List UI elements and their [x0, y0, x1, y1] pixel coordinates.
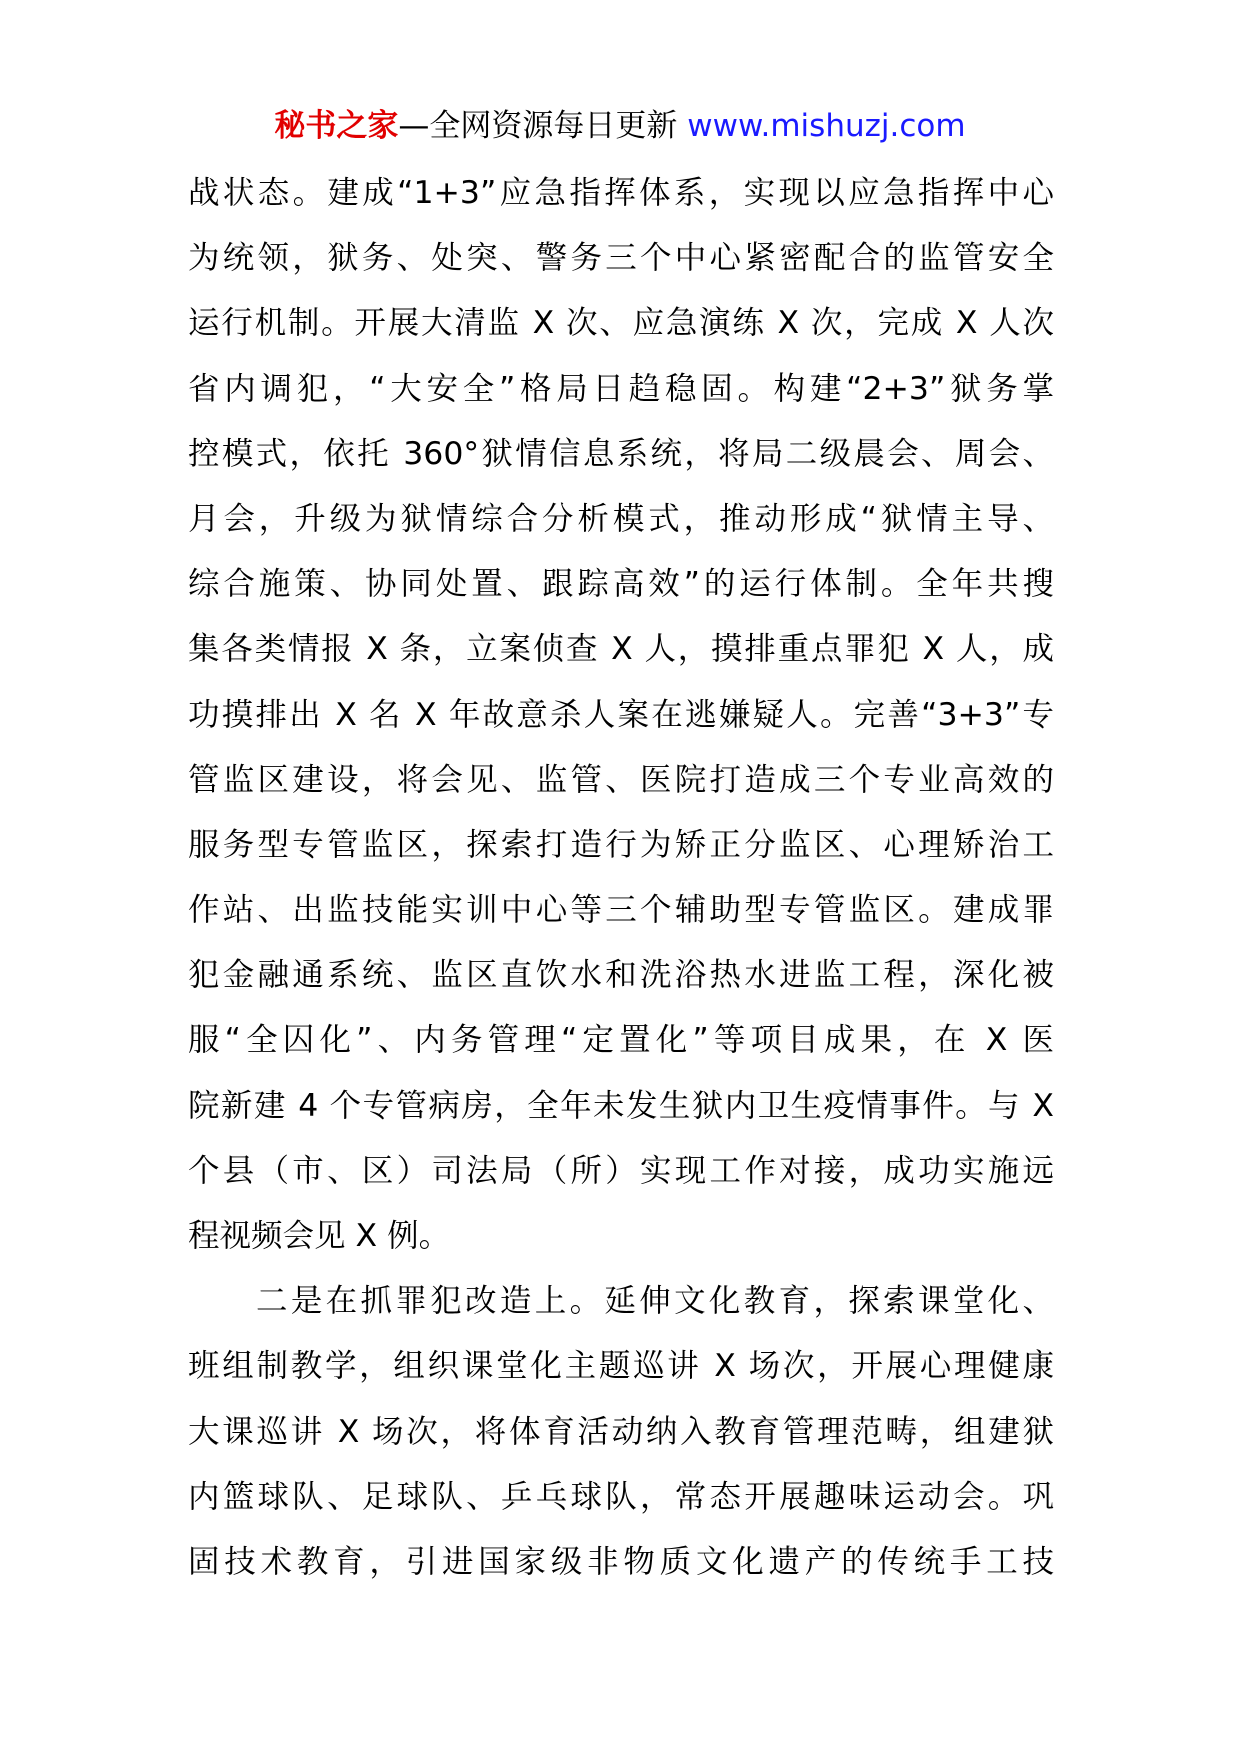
- text-line: 管监区建设，将会见、监管、医院打造成三个专业高效的: [188, 761, 1054, 798]
- text-line: 月会，升级为狱情综合分析模式，推动形成“狱情主导、: [188, 500, 1054, 537]
- text-line: 院新建 4 个专管病房，全年未发生狱内卫生疫情事件。与 X: [188, 1087, 1054, 1124]
- text-line: 运行机制。开展大清监 X 次、应急演练 X 次，完成 X 人次: [188, 305, 1054, 342]
- text-line: 固技术教育，引进国家级非物质文化遗产的传统手工技: [188, 1543, 1054, 1580]
- text-line: 功摸排出 X 名 X 年故意杀人案在逃嫌疑人。完善“3+3”专: [188, 696, 1054, 733]
- text-line: 集各类情报 X 条，立案侦查 X 人，摸排重点罪犯 X 人，成: [188, 631, 1054, 668]
- text-line: 个县（市、区）司法局（所）实现工作对接，成功实施远: [188, 1152, 1054, 1189]
- text-line: 服务型专管监区，探索打造行为矫正分监区、心理矫治工: [188, 826, 1054, 863]
- text-line: 二是在抓罪犯改造上。延伸文化教育，探索课堂化、: [256, 1283, 1054, 1320]
- text-line: 班组制教学，组织课堂化主题巡讲 X 场次，开展心理健康: [188, 1348, 1054, 1385]
- text-line: 为统领，狱务、处突、警务三个中心紧密配合的监管安全: [188, 240, 1054, 277]
- document-body: [188, 161, 1054, 1595]
- text-line: 战状态。建成“1+3”应急指挥体系，实现以应急指挥中心: [188, 175, 1054, 211]
- text-line: 服“全囚化”、内务管理“定置化”等项目成果，在 X 医: [188, 1022, 1054, 1059]
- text-line: 作站、出监技能实训中心等三个辅助型专管监区。建成罪: [188, 892, 1054, 929]
- brand-name: 秘书之家: [274, 108, 399, 144]
- text-line: 控模式，依托 360°狱情信息系统，将局二级晨会、周会、: [188, 435, 1054, 472]
- text-line: 程视频会见 X 例。: [188, 1218, 451, 1254]
- paragraph-1: [188, 161, 1054, 1269]
- header-tagline: —全网资源每日更新: [398, 108, 688, 144]
- paragraph-2: [188, 1269, 1054, 1595]
- header-url-link[interactable]: www.mishuzj.com: [687, 108, 966, 144]
- text-line: 内篮球队、足球队、乒乓球队，常态开展趣味运动会。巩: [188, 1478, 1054, 1515]
- text-line: 大课巡讲 X 场次，将体育活动纳入教育管理范畴，组建狱: [188, 1413, 1054, 1450]
- page-header: [0, 98, 1240, 154]
- text-line: 省内调犯，“大安全”格局日趋稳固。构建“2+3”狱务掌: [188, 370, 1054, 407]
- text-line: 犯金融通系统、监区直饮水和洗浴热水进监工程，深化被: [188, 957, 1054, 994]
- text-line: 综合施策、协同处置、跟踪高效”的运行体制。全年共搜: [188, 566, 1054, 603]
